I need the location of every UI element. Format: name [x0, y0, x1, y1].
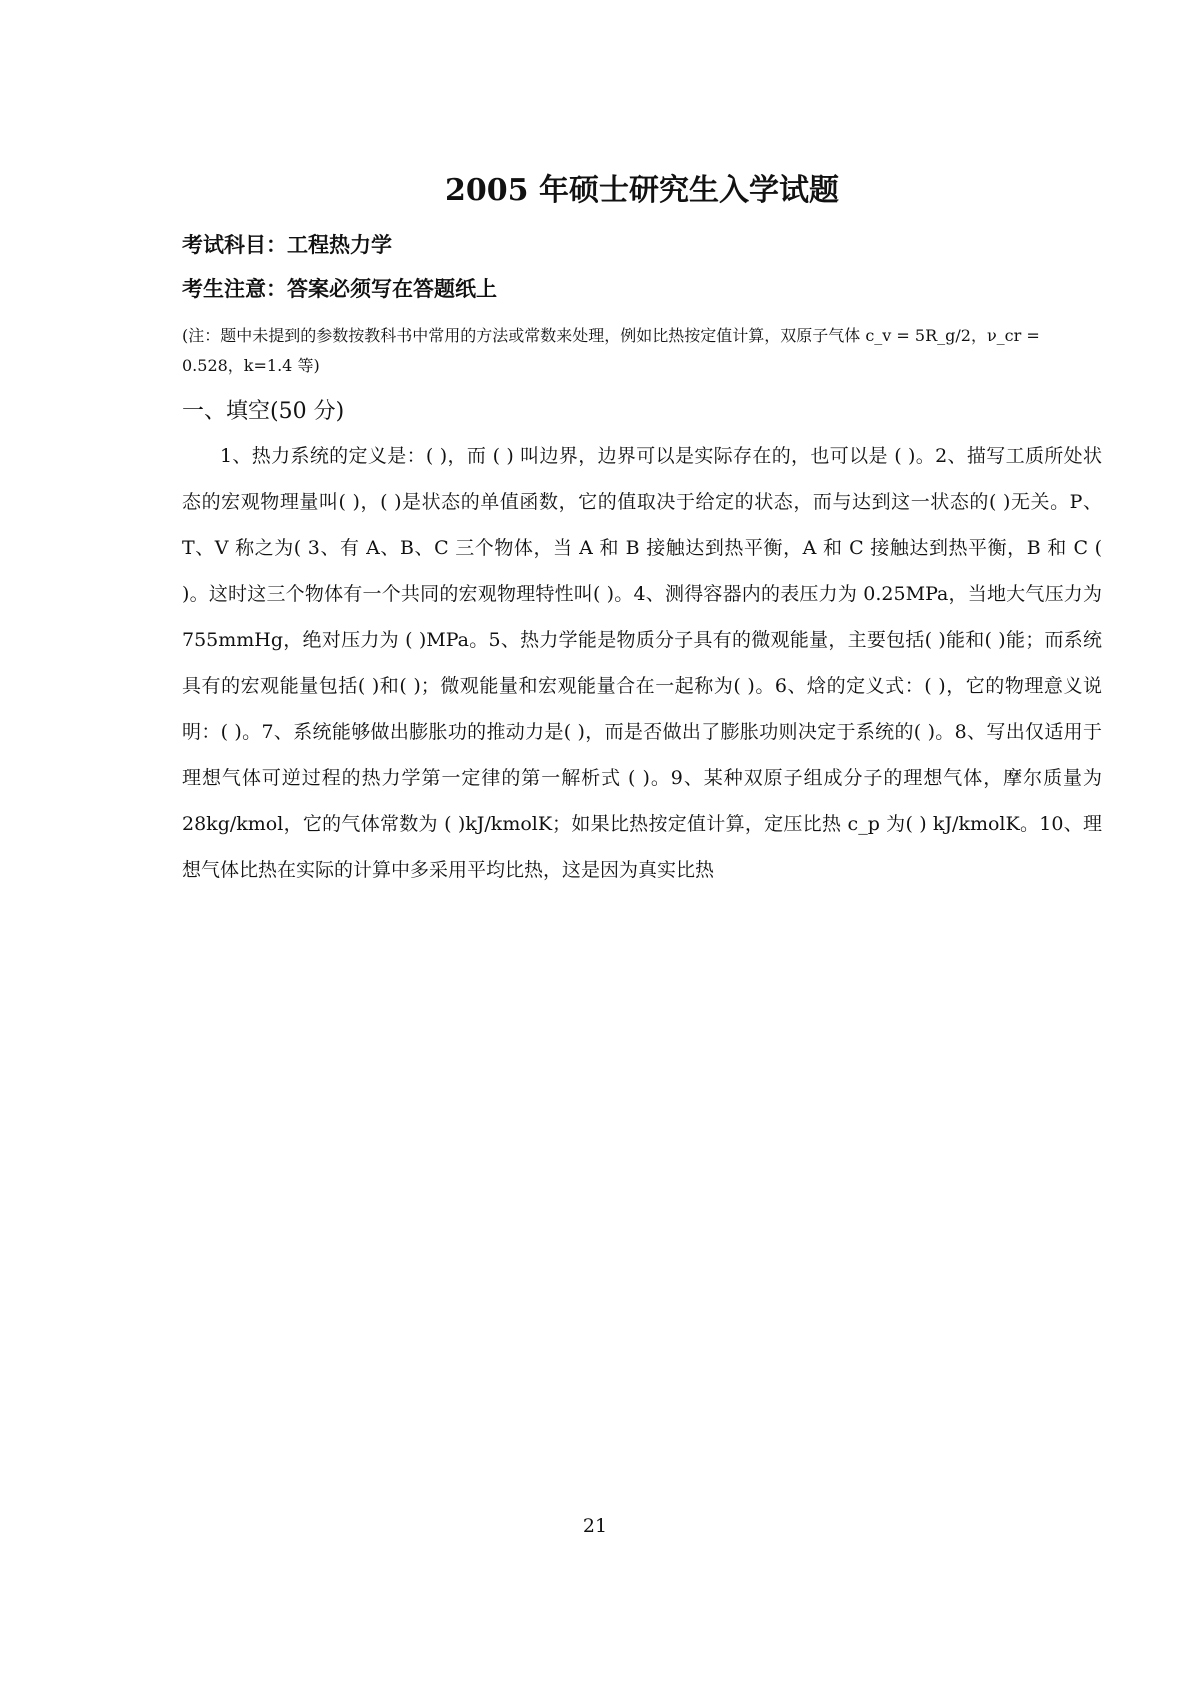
exam-title: 2005 年硕士研究生入学试题	[445, 173, 839, 208]
section-heading: 一、填空(50 分)	[182, 398, 345, 424]
exam-notice: 考生注意：答案必须写在答题纸上	[182, 276, 497, 301]
page-number: 21	[582, 1515, 608, 1537]
exam-note: (注：题中未提到的参数按教科书中常用的方法或常数来处理，例如比热按定值计算，双原子气体 c_v = 5R_g/2，ν_cr = 0.528，k=1.4 等)	[182, 326, 1040, 376]
exam-subject: 考试科目：工程热力学	[182, 232, 392, 257]
document-content	[182, 165, 1102, 893]
questions-body: 1、热力系统的定义是：( )，而 ( ) 叫边界，边界可以是实际存在的，也可以是 ( )。2、描写工质所处状态的宏观物理量叫( )，( )是状态的单值函数，它的值取决于给定的状态，而与达到这一状态的( )无关。P、T、V 称之为( 3、有 A、B、C 三个物体，当 A 和 B 接触达到热平衡，A 和 C 接触达到热平衡，B 和 C ( )。这时这三个物体有一个共同的宏观物理特性叫( )。4、测得容器内的表压力为 0.25MPa，当地大气压力为 755mmHg，绝对压力为 ( )MPa。5、热力学能是物质分子具有的微观能量，主要包括( )能和( )能；而系统具有的宏观能量包括( )和( )；微观能量和宏观能量合在一起称为( )。6、焓的定义式：( )，它的物理意义说明：( )。7、系统能够做出膨胀功的推动力是( )，而是否做出了膨胀功则决定于系统的( )。8、写出仅适用于理想气体可逆过程的热力学第一定律的第一解析式 ( )。9、某种双原子组成分子的理想气体，摩尔质量为 28kg/kmol，它的气体常数为 ( )kJ/kmolK；如果比热按定值计算，定压比热 c_p 为( ) kJ/kmolK。10、理想气体比热在实际的计算中多采用平均比热，这是因为真实比热	[182, 444, 1102, 881]
